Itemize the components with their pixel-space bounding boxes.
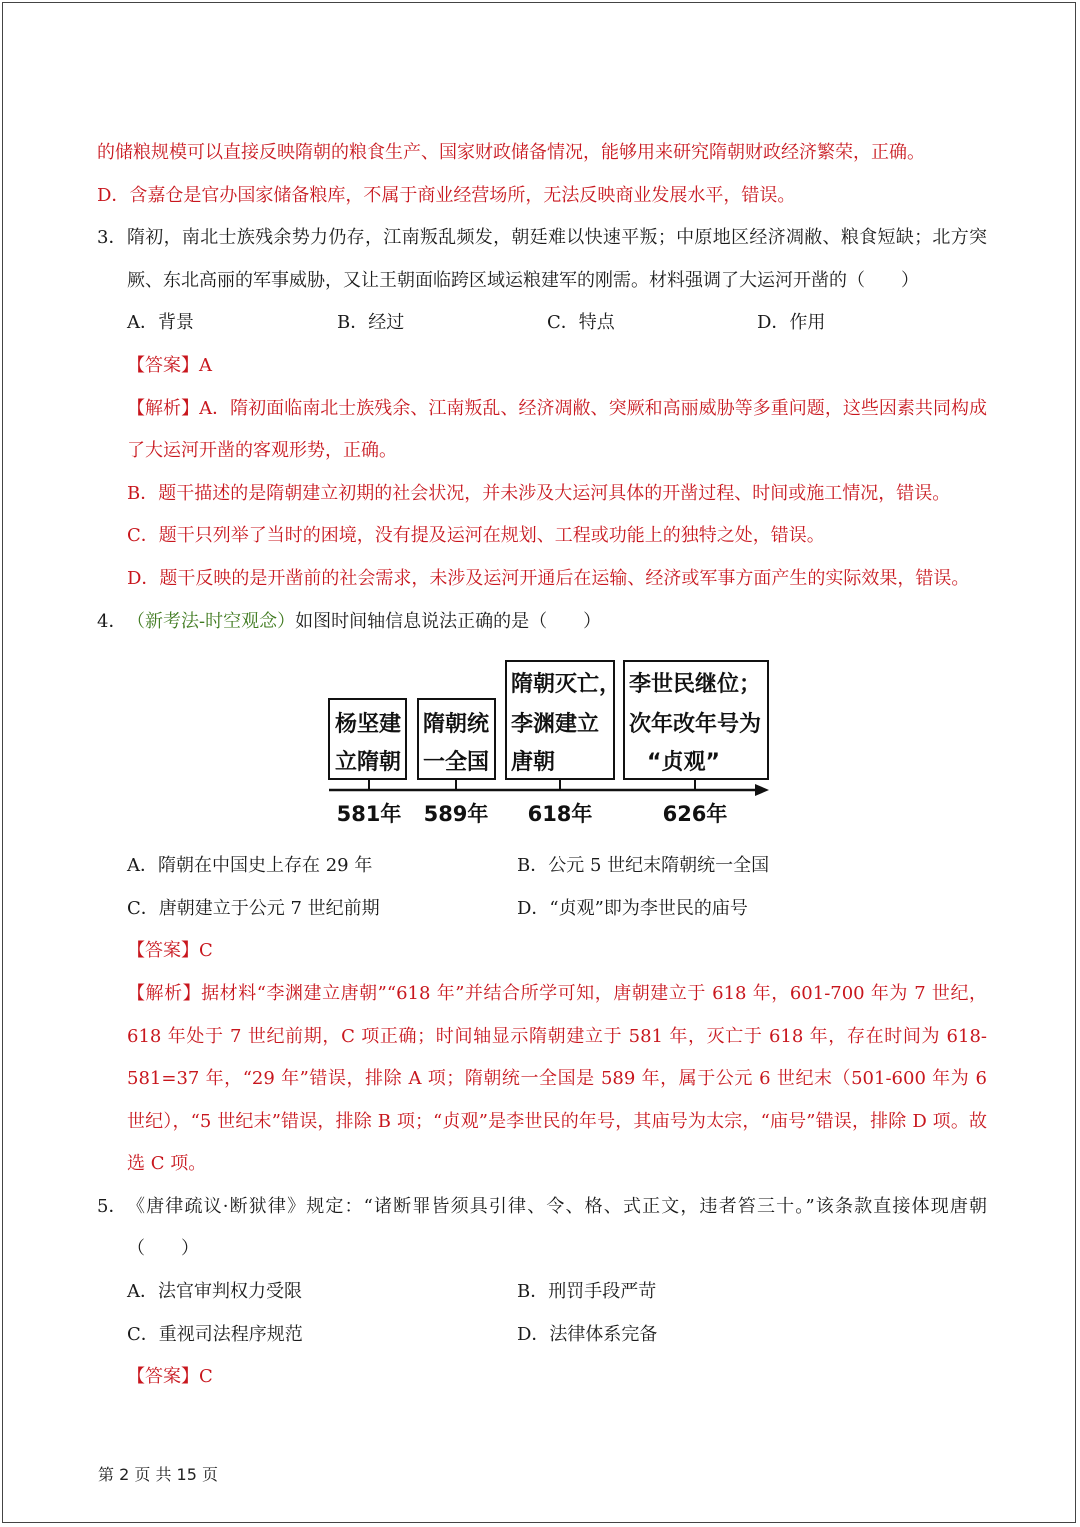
option-b: B．公元 5 世纪末隋朝统一全国	[517, 855, 770, 877]
question-4-options-row-1	[97, 845, 987, 888]
answer-label: 【答案】C	[127, 1366, 213, 1388]
option-c: C．唐朝建立于公元 7 世纪前期	[127, 897, 380, 919]
timeline-event-2-line-1: 隋朝统	[423, 712, 490, 738]
analysis-d: D．题干反映的是开凿前的社会需求，未涉及运河开通后在运输、经济或军事方面产生的实际效果，错误。	[127, 567, 970, 589]
analysis-b: B．题干描述的是隋朝建立初期的社会状况，并未涉及大运河具体的开凿过程、时间或施工情况，错误。	[127, 482, 951, 504]
timeline-event-1-line-2: 立隋朝	[335, 750, 402, 776]
page-footer: 第 2 页 共 15 页	[98, 1465, 218, 1484]
answer-label: 【答案】C	[127, 940, 213, 962]
question-5	[97, 1186, 987, 1271]
option-b: B．经过	[337, 312, 405, 334]
question-3	[97, 217, 987, 302]
option-d: D．“贞观”即为李世民的庙号	[517, 897, 748, 919]
question-5-options-row-1	[97, 1271, 987, 1314]
question-4-options-row-2	[97, 888, 987, 931]
option-d: D．法律体系完备	[517, 1323, 658, 1345]
timeline-event-3-line-2: 李渊建立	[511, 712, 600, 738]
question-number: 3．	[97, 227, 127, 249]
answer-label: 【答案】A	[127, 354, 212, 376]
timeline-year-589: 589年	[423, 802, 489, 827]
analysis-a: 【解析】A．隋初面临南北士族残余、江南叛乱、经济凋敝、突厥和高丽威胁等多重问题，这些因素共同构成了大运河开凿的客观形势，正确。	[127, 397, 987, 462]
option-a: A．背景	[127, 312, 194, 334]
option-c: C．重视司法程序规范	[127, 1323, 303, 1345]
question-3-options	[97, 302, 987, 345]
prev-analysis-option-d: D．含嘉仓是官办国家储备粮库，不属于商业经营场所，无法反映商业发展水平，错误。	[97, 184, 796, 206]
timeline-event-2-line-2: 一全国	[423, 750, 490, 776]
analysis: 【解析】据材料“李渊建立唐朝”“618 年”并结合所学可知，唐朝建立于 618 年，601-700 年为 7 世纪，618 年处于 7 世纪前期，C 项正确；时间轴显示隋朝建立于 581 年，灭亡于 618 年，存在时间为 618-581=37 年，“29 年”错误，排除 A 项；隋朝统一全国是 589 年，属于公元 6 世纪末（501-600 年为 6 世纪），“5 世纪末”错误，排除 B 项；“贞观”是李世民的年号，其庙号为太宗，“庙号”错误，排除 D 项。故选 C 项。	[127, 982, 987, 1175]
option-a: A．法官审判权力受限	[127, 1281, 302, 1303]
timeline-arrow-icon	[755, 784, 769, 796]
timeline-event-3-line-3: 唐朝	[511, 750, 556, 776]
timeline-event-1-line-1: 杨坚建	[335, 712, 402, 738]
timeline-event-3-line-1: 隋朝灭亡，	[511, 672, 622, 698]
timeline-year-581: 581年	[336, 802, 402, 827]
option-d: D．作用	[757, 312, 826, 334]
timeline-event-4-line-1: 李世民继位；	[629, 672, 762, 698]
question-tag: （新考法-时空观念）	[127, 610, 296, 632]
timeline-svg	[97, 645, 987, 843]
option-c: C．特点	[547, 312, 615, 334]
timeline-year-626: 626年	[662, 802, 728, 827]
question-text	[127, 601, 987, 644]
timeline-year-618: 618年	[527, 802, 593, 827]
option-a: A．隋朝在中国史上存在 29 年	[127, 855, 373, 877]
prev-analysis-line: 的储粮规模可以直接反映隋朝的粮食生产、国家财政储备情况，能够用来研究隋朝财政经济繁荣，正确。	[97, 142, 925, 163]
timeline-figure	[97, 645, 987, 843]
question-4	[97, 601, 987, 644]
timeline-event-4-line-2: 次年改年号为	[629, 712, 762, 738]
timeline-event-4-line-3: “贞观”	[647, 750, 720, 776]
document-body	[97, 132, 987, 1399]
analysis-c: C．题干只列举了当时的困境，没有提及运河在规划、工程或功能上的独特之处，错误。	[127, 525, 825, 547]
question-5-options-row-2	[97, 1314, 987, 1357]
question-text: 隋初，南北士族残余势力仍存，江南叛乱频发，朝廷难以快速平叛；中原地区经济凋敝、粮食短缺；北方突厥、东北高丽的军事威胁，又让王朝面临跨区域运粮建军的刚需。材料强调了大运河开凿的（ ）	[127, 227, 987, 291]
question-text: 《唐律疏议·断狱律》规定：“诸断罪皆须具引律、令、格、式正文，违者笞三十。”该条款直接体现唐朝（ ）	[127, 1195, 987, 1260]
question-number: 4．	[97, 610, 127, 632]
question-stem: 如图时间轴信息说法正确的是（ ）	[295, 610, 602, 632]
question-number: 5．	[97, 1195, 127, 1217]
option-b: B．刑罚手段严苛	[517, 1281, 657, 1303]
